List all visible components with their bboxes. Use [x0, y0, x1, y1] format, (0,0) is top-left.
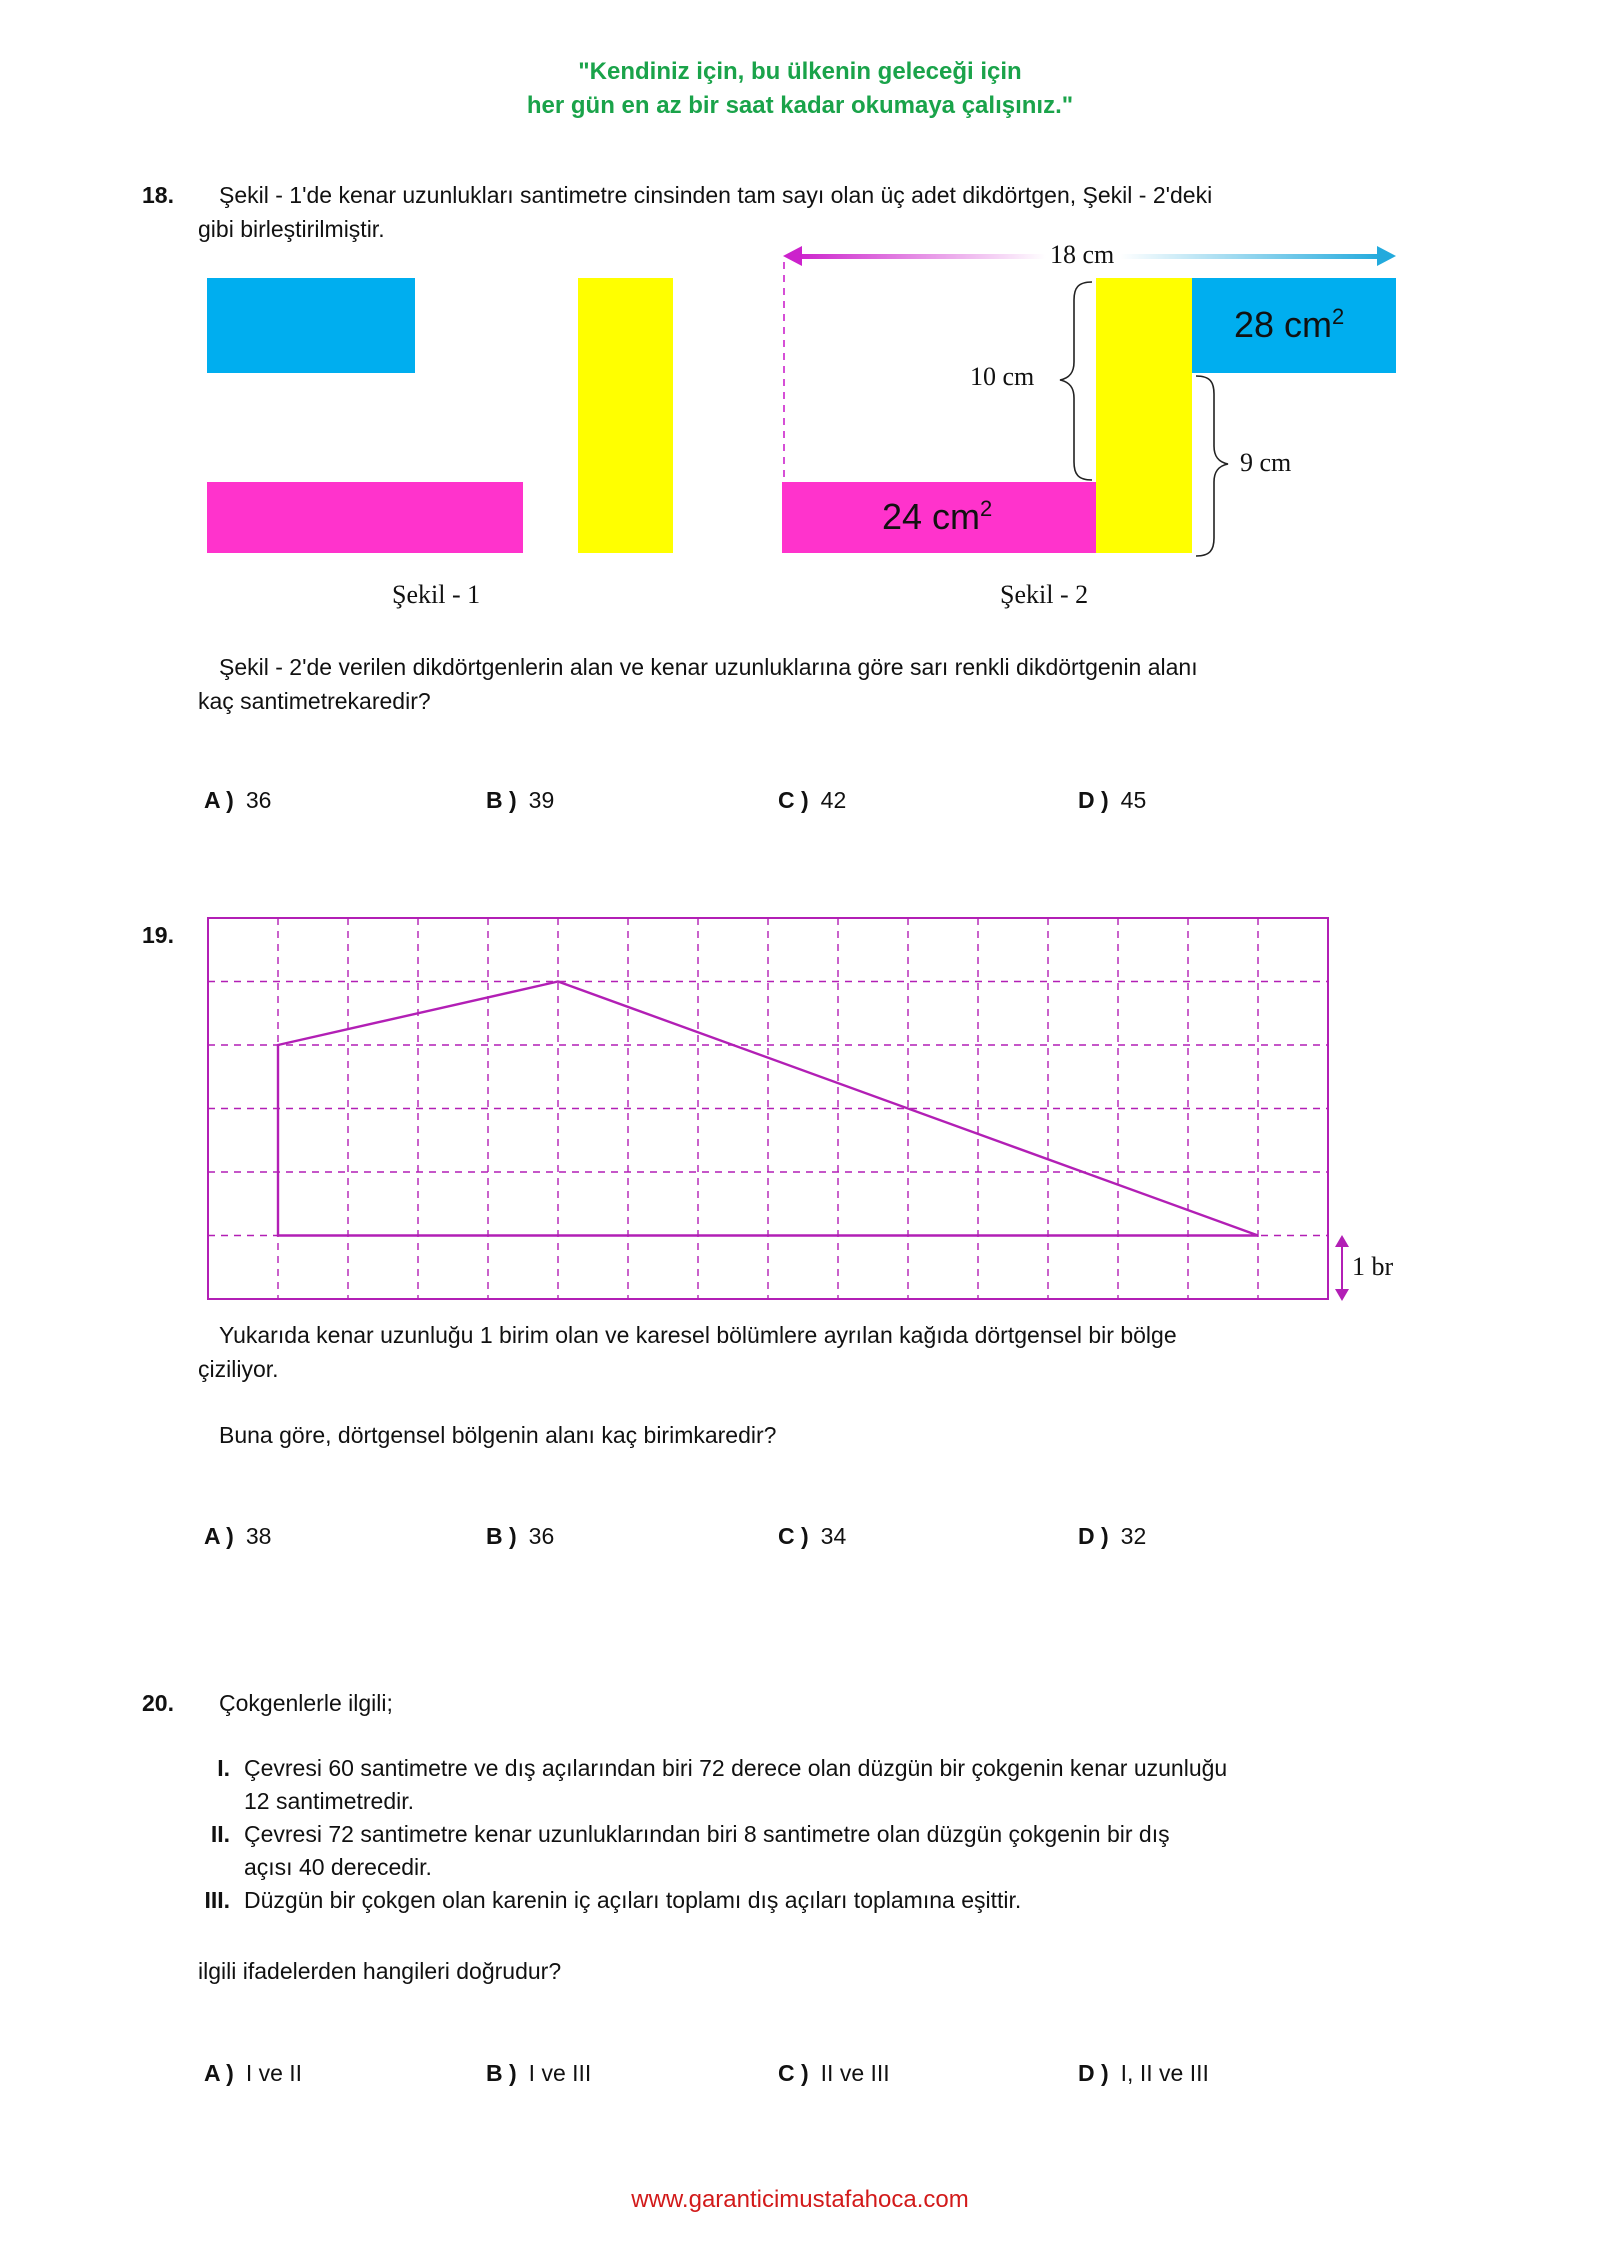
right-height-label: 9 cm: [1240, 448, 1292, 477]
option-a[interactable]: A ) 36: [204, 787, 272, 813]
option-c[interactable]: C ) 42: [778, 787, 847, 813]
question-intro: Çokgenlerle ilgili;: [219, 1690, 393, 1716]
option-a[interactable]: A ) 38: [204, 1523, 272, 1549]
question-number: 18.: [142, 182, 174, 208]
blue-area-label: 28 $cm^2$: [1234, 304, 1345, 345]
option-d[interactable]: D ) 45: [1078, 787, 1147, 813]
option-b[interactable]: B ) 39: [486, 787, 555, 813]
figure2-caption: Şekil - 2: [1000, 580, 1089, 609]
unit-label: 1 br: [1352, 1252, 1394, 1281]
question-text: Şekil - 1'de kenar uzunlukları santimetre cinsinden tam sayı olan üç adet dikdörtgen, Şekil - 2'deki: [219, 182, 1213, 208]
header-quote-line2: her gün en az bir saat kadar okumaya çalışınız.": [526, 92, 1074, 119]
statement-3: III. Düzgün bir çokgen olan karenin iç açıları toplamı dış açıları toplamına eşittir.: [204, 1887, 1022, 1913]
statement-1: I. Çevresi 60 santimetre ve dış açılarından biri 72 derece olan düzgün bir çokgenin kenar uzunluğu 12 santimetredir.: [217, 1755, 1228, 1814]
width-label: 18 cm: [1050, 240, 1115, 269]
left-height-label: 10 cm: [970, 362, 1035, 391]
option-d[interactable]: D ) I, II ve III: [1078, 2060, 1209, 2086]
question-text: gibi birleştirilmiştir.: [198, 216, 385, 242]
footer-url[interactable]: www.garanticimustafahoca.com: [631, 2186, 969, 2213]
arrowhead-icon: [1335, 1289, 1349, 1301]
option-b[interactable]: B ) I ve III: [486, 2060, 592, 2086]
question-prompt: kaç santimetrekaredir?: [198, 688, 431, 714]
question-prompt: Şekil - 2'de verilen dikdörtgenlerin alan ve kenar uzunluklarına göre sarı renkli dikdörtgenin alanı: [219, 654, 1198, 680]
option-a[interactable]: A ) I ve II: [204, 2060, 303, 2086]
question-text: Yukarıda kenar uzunluğu 1 birim olan ve karesel bölümlere ayrılan kağıda dörtgensel bir bölge: [219, 1322, 1177, 1348]
option-c[interactable]: C ) 34: [778, 1523, 847, 1549]
header-quote-line1: "Kendiniz için, bu ülkenin geleceği için: [578, 58, 1022, 85]
arrowhead-icon: [1335, 1235, 1349, 1247]
option-c[interactable]: C ) II ve III: [778, 2060, 890, 2086]
grid-paper: [208, 918, 1328, 1299]
option-b[interactable]: B ) 36: [486, 1523, 555, 1549]
question-number: 20.: [142, 1690, 174, 1716]
option-d[interactable]: D ) 32: [1078, 1523, 1147, 1549]
question-number: 19.: [142, 922, 174, 948]
question-prompt: ilgili ifadelerden hangileri doğrudur?: [198, 1958, 562, 1984]
question-prompt: Buna göre, dörtgensel bölgenin alanı kaç birimkaredir?: [219, 1422, 777, 1448]
pink-area-label: 24 $cm^2$: [882, 496, 993, 537]
figure1-caption: Şekil - 1: [392, 580, 481, 609]
question-text: çiziliyor.: [198, 1356, 279, 1382]
statement-2: II. Çevresi 72 santimetre kenar uzunluklarından biri 8 santimetre olan düzgün çokgenin bir dış açısı 40 derecedir.: [210, 1821, 1170, 1880]
